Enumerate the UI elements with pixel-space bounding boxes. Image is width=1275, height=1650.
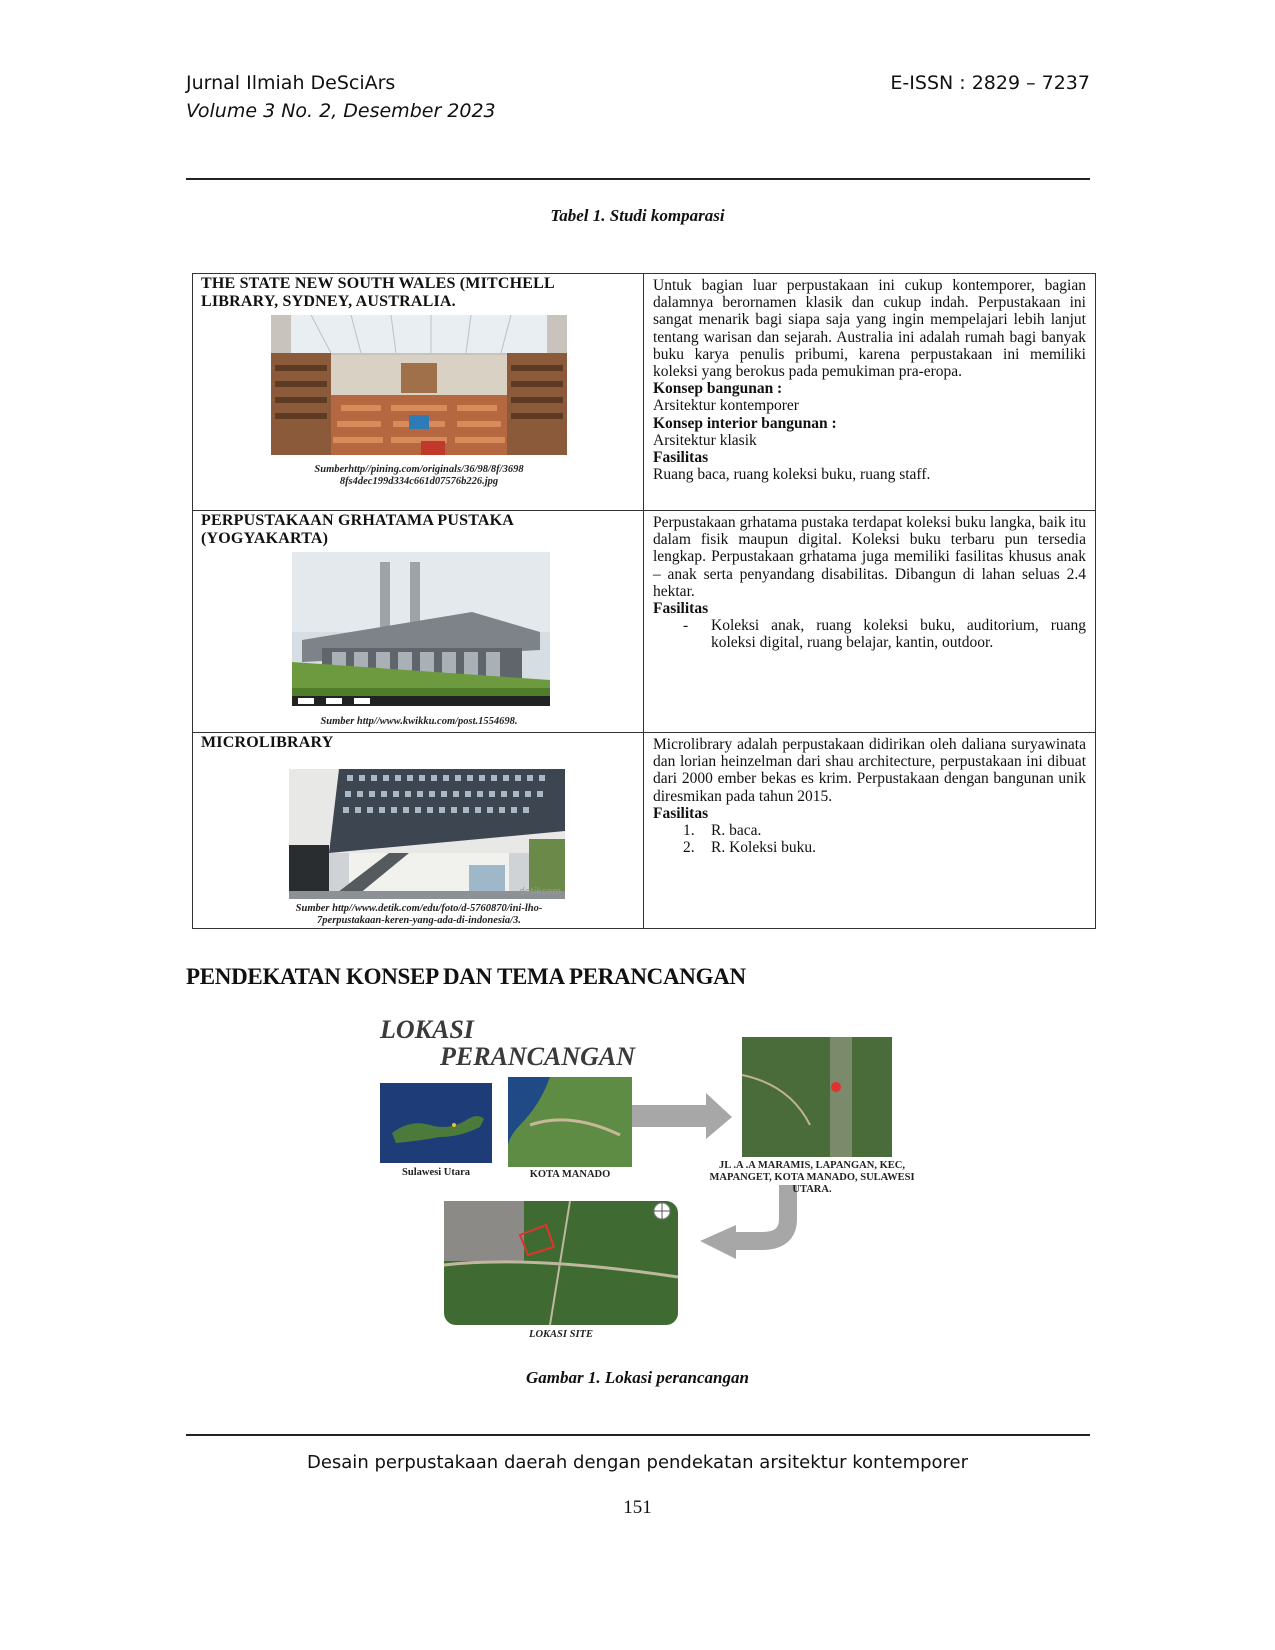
fasilitas-list bbox=[683, 617, 1086, 651]
location-figure bbox=[370, 1015, 930, 1355]
fasilitas-value: Ruang baca, ruang koleksi buku, ruang staff. bbox=[653, 466, 931, 484]
fasilitas-label: Fasilitas bbox=[653, 600, 709, 618]
running-title: Desain perpustakaan daerah dengan pendekatan arsitektur kontemporer bbox=[306, 1452, 969, 1473]
image-source: Sumber http//www.kwikku.com/post.1554698. bbox=[320, 716, 518, 727]
image-source: Sumberhttp//pining.com/originals/36/98/8f/3698 8fs4dec199d334c661d07576b226.jpg bbox=[314, 464, 524, 487]
fasilitas-label: Fasilitas bbox=[653, 449, 709, 467]
row-title: THE STATE NEW SOUTH WALES (MITCHELL LIBRARY, SYDNEY, AUSTRALIA. bbox=[201, 275, 555, 310]
section-heading: PENDEKATAN KONSEP DAN TEMA PERANCANGAN bbox=[186, 964, 746, 989]
interior-value: Arsitektur klasik bbox=[653, 431, 757, 449]
list-item bbox=[683, 822, 1086, 839]
row-description: Untuk bagian luar perpustakaan ini cukup kontemporer, bagian dalamnya berornamen klasik dan cukup indah. Perpustakaan ini sangat menarik bagi siapa saja yang ingin mempelajari lebih lanjut tentang warisan dan sejarah. Australia ini adalah rumah bagi banyak buku karya penulis pribumi, karena perpustakaan ini memiliki koleksi yang berokus pada pemukiman pra-eropa. bbox=[653, 277, 1086, 381]
interior-label: Konsep interior bangunan : bbox=[653, 414, 837, 432]
table-cell-left bbox=[193, 733, 644, 929]
label-address: JL .A .A MARAMIS, LAPANGAN, KEC, MAPANGET, KOTA MANADO, SULAWESI UTARA. bbox=[709, 1160, 915, 1195]
list-text: R. Koleksi buku. bbox=[711, 839, 817, 857]
comparison-table bbox=[192, 273, 1096, 929]
grhatama-library-photo bbox=[292, 552, 550, 706]
figure-caption: Gambar 1. Lokasi perancangan bbox=[526, 1368, 749, 1387]
table-caption: Tabel 1. Studi komparasi bbox=[550, 206, 725, 225]
table-row bbox=[193, 511, 1096, 733]
microlibrary-photo bbox=[289, 769, 565, 899]
journal-issn: E-ISSN : 2829 – 7237 bbox=[890, 72, 1090, 94]
table-cell-right bbox=[644, 511, 1096, 733]
fasilitas-list bbox=[683, 822, 1086, 856]
list-marker: - bbox=[683, 617, 689, 635]
mitchell-library-photo bbox=[271, 315, 567, 455]
row-description: Microlibrary adalah perpustakaan didirikan oleh daliana suryawinata dan lorian heinzelman dari shau architecture, perpustakaan ini dibuat dari 2000 ember bekas es krim. Perpustakaan dengan bangunan unik diresmikan pada tahun 2015. bbox=[653, 736, 1086, 805]
label-sulawesi: Sulawesi Utara bbox=[402, 1167, 470, 1178]
image-source: Sumber http//www.detik.com/edu/foto/d-5760870/ini-lho-7perpustakaan-keren-yang-ada-di-indonesia/3. bbox=[295, 903, 543, 926]
list-item bbox=[683, 839, 1086, 856]
konsep-value: Arsitektur kontemporer bbox=[653, 397, 799, 415]
journal-name: Jurnal Ilmiah DeSciArs bbox=[186, 72, 396, 94]
list-text: Koleksi anak, ruang koleksi buku, auditorium, ruang koleksi digital, ruang belajar, kantin, outdoor. bbox=[711, 617, 1086, 652]
table-row bbox=[193, 733, 1096, 929]
photo-watermark: detikcom bbox=[519, 887, 561, 897]
table-cell-left bbox=[193, 511, 644, 733]
konsep-label: Konsep bangunan : bbox=[653, 380, 783, 398]
row-title: MICROLIBRARY bbox=[201, 734, 334, 751]
table-row bbox=[193, 274, 1096, 511]
list-marker: 2. bbox=[683, 839, 695, 857]
journal-volume: Volume 3 No. 2, Desember 2023 bbox=[186, 100, 496, 122]
row-description: Perpustakaan grhatama pustaka terdapat koleksi buku langka, baik itu dalam fisik maupun digital. Koleksi buku terbaru pun tersedia lengkap. Perpustakaan grhatama juga memiliki fasilitas khusus anak – anak serta penyandang disabilitas. Dibangun di lahan seluas 2.4 hektar. bbox=[653, 514, 1086, 600]
table-cell-right bbox=[644, 274, 1096, 511]
page-header bbox=[186, 72, 1090, 132]
table-cell-right bbox=[644, 733, 1096, 929]
table-cell-left bbox=[193, 274, 644, 511]
page-number: 151 bbox=[623, 1497, 652, 1518]
figure-title-line1: LOKASI bbox=[380, 1015, 474, 1044]
list-item bbox=[683, 617, 1086, 651]
fasilitas-label: Fasilitas bbox=[653, 804, 709, 822]
header-rule bbox=[186, 178, 1090, 180]
row-title: PERPUSTAKAAN GRHATAMA PUSTAKA (YOGYAKARTA) bbox=[201, 512, 514, 547]
figure-title-line2: PERANCANGAN bbox=[440, 1042, 636, 1071]
list-marker: 1. bbox=[683, 822, 695, 840]
footer-rule bbox=[186, 1434, 1090, 1436]
list-text: R. baca. bbox=[711, 822, 762, 840]
label-site: LOKASI SITE bbox=[529, 1329, 593, 1340]
label-manado: KOTA MANADO bbox=[529, 1169, 611, 1180]
